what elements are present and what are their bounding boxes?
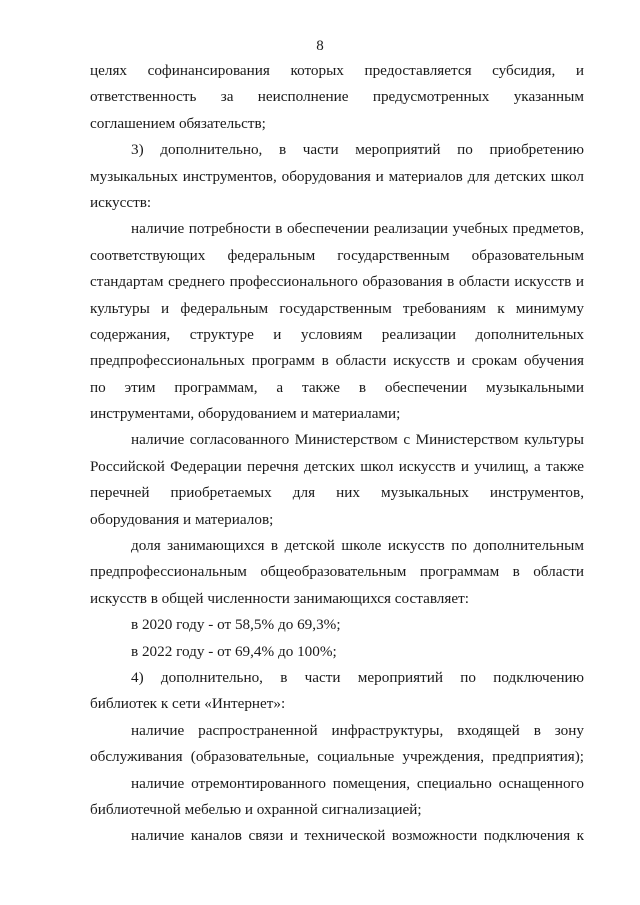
page-number: 8	[316, 38, 324, 54]
text-line: целях софинансирования которых предоставляется субсидия, и	[90, 62, 584, 79]
text-line: по этим программам, а также в обеспечении музыкальными	[90, 378, 584, 396]
text-line: предпрофессиональным общеобразовательным программам в области	[90, 563, 584, 581]
text-line: стандартам среднего профессионального образования в области искусств и	[90, 273, 584, 291]
text-line: наличие потребности в обеспечении реализации учебных предметов,	[131, 220, 584, 238]
text-line: библиотечной мебелью и охранной сигнализацией;	[90, 800, 422, 818]
text-line: искусств:	[90, 193, 152, 211]
text-line: обслуживания (образовательные, социальные учреждения, предприятия);	[90, 748, 584, 766]
text-line: перечней приобретаемых для них музыкальных инструментов,	[90, 484, 584, 502]
text-line: доля занимающихся в детской школе искусств по дополнительным	[131, 537, 584, 555]
text-line: оборудования и материалов;	[90, 510, 274, 528]
text-line: библиотек к сети «Интернет»:	[90, 695, 286, 713]
text-line: Российской Федерации перечня детских школ искусств и училищ, а также	[90, 457, 584, 475]
text-line: 4) дополнительно, в части мероприятий по подключению	[131, 668, 584, 686]
text-line: наличие распространенной инфраструктуры, входящей в зону	[131, 721, 584, 739]
text-line: наличие согласованного Министерством с Министерством культуры	[131, 431, 584, 449]
text-line: содержания, структуре и условиям реализации дополнительных	[90, 325, 584, 343]
text-line: наличие каналов связи и технической возможности подключения к	[131, 827, 584, 845]
text-line: в 2022 году - от 69,4% до 100%;	[131, 642, 337, 660]
text-line: 3) дополнительно, в части мероприятий по приобретению	[131, 141, 584, 159]
text-line: инструментами, оборудованием и материалами;	[90, 405, 401, 423]
text-line: ответственность за неисполнение предусмотренных указанным	[90, 88, 584, 106]
text-line: культуры и федеральным государственным требованиям к минимуму	[90, 299, 584, 317]
text-line: в 2020 году - от 58,5% до 69,3%;	[131, 616, 341, 634]
text-line: соглашением обязательств;	[90, 114, 266, 132]
body-text	[90, 58, 584, 850]
text-line: музыкальных инструментов, оборудования и материалов для детских школ	[90, 167, 584, 185]
text-line: наличие отремонтированного помещения, специально оснащенного	[131, 774, 584, 792]
text-line: искусств в общей численности занимающихся составляет:	[90, 589, 469, 607]
text-line: соответствующих федеральным государственным образовательным	[90, 246, 584, 264]
text-line: предпрофессиональных программ в области искусств и срокам обучения	[90, 352, 584, 370]
